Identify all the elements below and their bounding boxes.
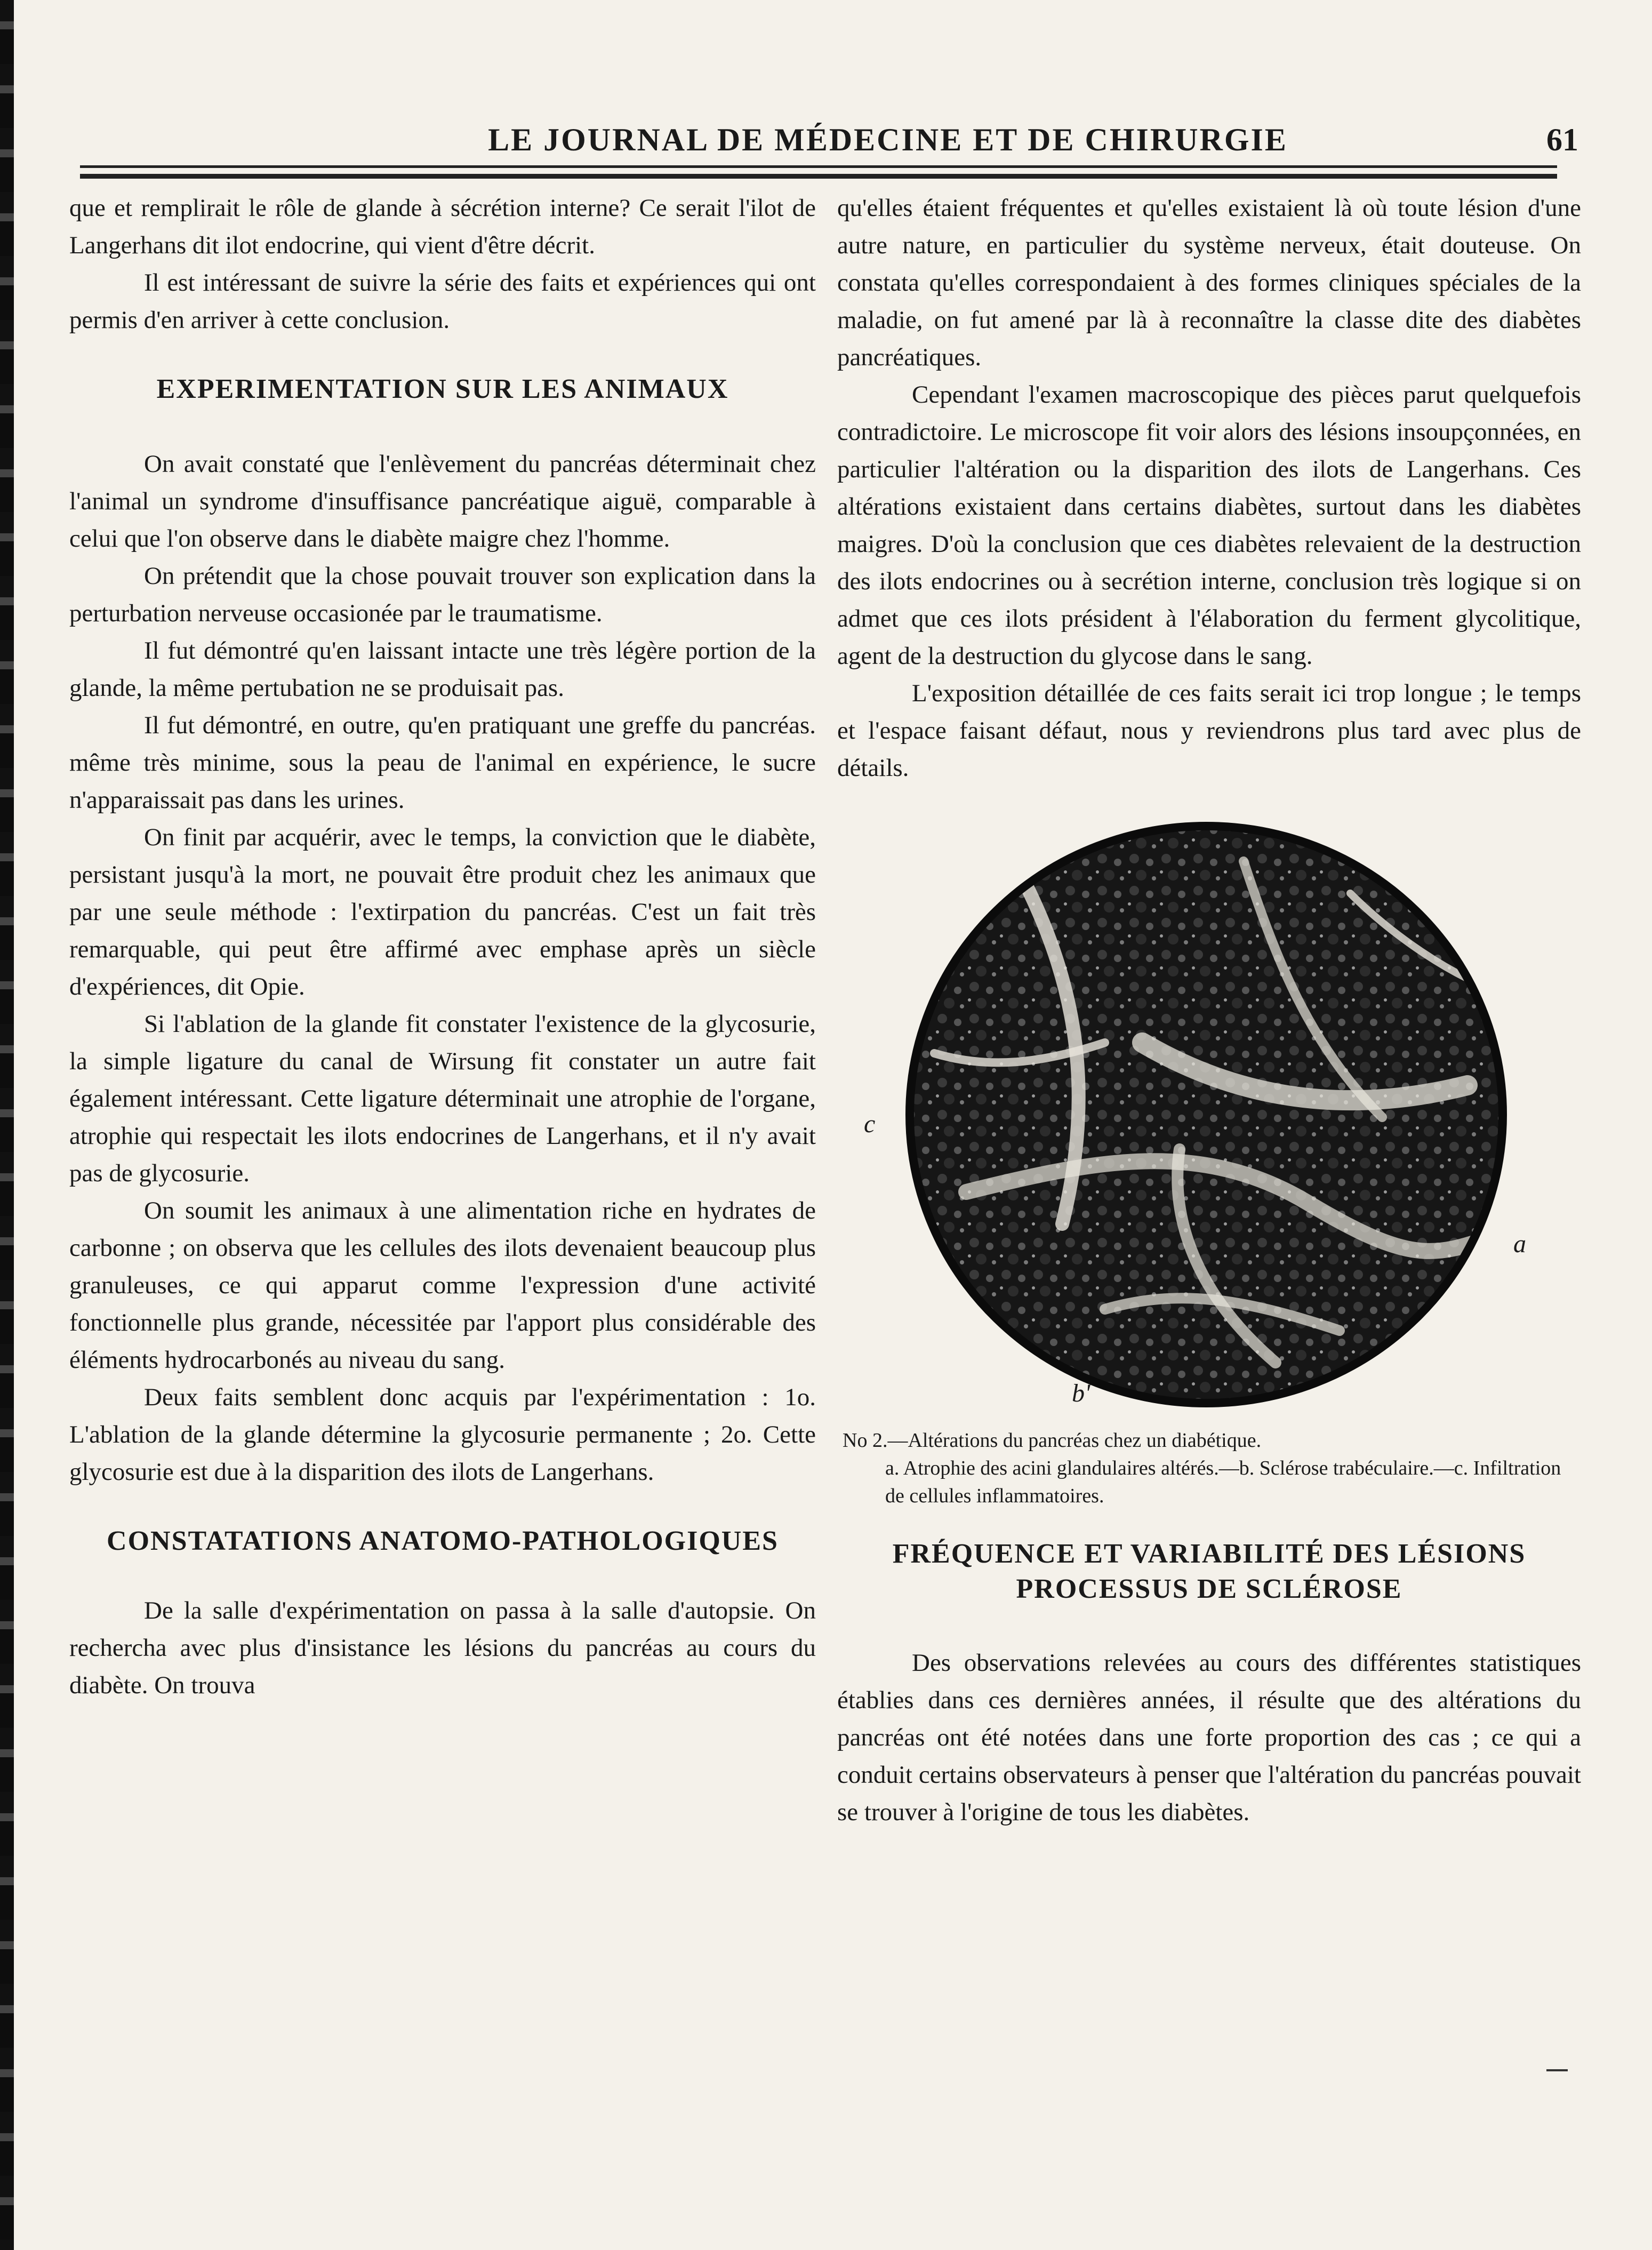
left-paragraph-10: Deux faits semblent donc acquis par l'expérimentation : 1o. L'ablation de la glande détermine la glycosurie permanente ; 2o. Cette glycosurie est due à la disparition des ilots de Langerhans. [69,1383,816,1486]
journal-title: LE JOURNAL DE MÉDECINE ET DE CHIRURGIE [488,122,1288,157]
left-paragraph-1: que et remplirait le rôle de glande à sécrétion interne? Ce serait l'ilot de Langerhans dit ilot endocrine, qui vient d'être décrit. [69,194,816,259]
right-paragraph-2: Cependant l'examen macroscopique des pièces parut quelquefois contradictoire. Le microscope fit voir alors des lésions insoupçonnées, en particulier l'altération ou la disparition des ilots de Langerhans. Ces altérations existaient dans certains diabètes, surtout dans les diabètes maigres. D'où la conclusion que ces diabètes relevaient de la destruction des ilots endocrines ou à secrétion interne, conclusion très logique si on admet que ces ilots président à l'élaboration du ferment glycolitique, agent de la destruction du glycose dans le sang. [837,381,1581,670]
left-paragraph-9: On soumit les animaux à une alimentation riche en hydrates de carbonne ; on observa que les cellules des ilots devenaient beaucoup plus granuleuses, ce qui apparut comme l'expression d'une activité fonctionnelle plus grande, nécessitée par l'apport plus considérable des éléments hydrocarbonés au niveau du sang. [69,1197,816,1374]
right-paragraph-3: L'exposition détaillée de ces faits serait ici trop longue ; le temps et l'espace faisant défaut, nous y reviendrons plus tard avec plus de détails. [837,679,1581,782]
section-heading-experimentation: EXPERIMENTATION SUR LES ANIMAUX [156,374,729,404]
left-paragraph-3: On avait constaté que l'enlèvement du pancréas déterminait chez l'animal un syndrome d'insuffisance pancréatique aiguë, comparable à celui que l'on observe dans le diabète maigre chez l'homme. [69,450,816,553]
right-paragraph-4: Des observations relevées au cours des différentes statistiques établies dans ces dernières années, il résulte que des altérations du pancréas ont été notées dans une forte proportion des cas ; ce qui a conduit certains observateurs à penser que l'altération du pancréas pouvait se trouver à l'origine de tous les diabètes. [837,1649,1581,1826]
left-paragraph-7: On finit par acquérir, avec le temps, la conviction que le diabète, persistant jusqu'à la mort, ne pouvait être produit chez les animaux que par une seule méthode : l'extirpation du pancréas. C'est un fait très remarquable, qui peut être affirmé avec emphase après un siècle d'expériences, dit Opie. [69,823,816,1000]
figure-caption-lead: No 2.—Altérations du pancréas chez un diabétique. [843,1429,1262,1452]
header-rule-thin [80,165,1557,168]
section-heading-constatations: CONSTATATIONS ANATOMO-PATHOLOGIQUES [107,1526,779,1556]
page-number: 61 [1546,122,1578,157]
right-paragraph-1: qu'elles étaient fréquentes et qu'elles existaient là où toute lésion d'une autre nature, en particulier du système nerveux, était douteuse. On constata qu'elles correspondaient à des formes cliniques spéciales de la maladie, on fut amené par là à reconnaître la classe dite des diabètes pancréatiques. [837,194,1581,371]
left-paragraph-5: Il fut démontré qu'en laissant intacte une très légère portion de la glande, la même pertubation ne se produisait pas. [69,637,816,702]
header-rule-thick [80,174,1557,179]
figure-caption-body: a. Atrophie des acini glandulaires altérés.—b. Sclérose trabéculaire.—c. Infiltration de cellules inflammatoires. [885,1457,1561,1507]
left-column [69,189,816,1704]
figure-caption [837,1427,1581,1510]
figure-label-b: b' [1072,1379,1090,1407]
left-paragraph-11: De la salle d'expérimentation on passa à la salle d'autopsie. On rechercha avec plus d'insistance les lésions du pancréas au cours du diabète. On trouva [69,1597,816,1699]
page-footer-mark [1546,2069,1568,2071]
running-header [85,122,1578,164]
figure-label-c: c [864,1110,876,1138]
scan-edge-shadow [0,0,14,2250]
pancreas-micrograph-image [902,819,1510,1411]
right-column [837,189,1581,1831]
section-heading-frequence: FRÉQUENCE ET VARIABILITÉ DES LÉSIONS [892,1539,1526,1569]
left-paragraph-2: Il est intéressant de suivre la série des faits et expériences qui ont permis d'en arriver à cette conclusion. [69,269,816,334]
left-paragraph-6: Il fut démontré, en outre, qu'en pratiquant une greffe du pancréas. même très minime, sous la peau de l'animal en expérience, le sucre n'apparaissait pas dans les urines. [69,711,816,814]
figure-label-a: a [1513,1230,1526,1258]
micrograph-figure [837,819,1581,1421]
section-heading-sclerose: PROCESSUS DE SCLÉROSE [1016,1574,1402,1604]
left-paragraph-4: On prétendit que la chose pouvait trouver son explication dans la perturbation nerveuse occasionée par le traumatisme. [69,562,816,627]
left-paragraph-8: Si l'ablation de la glande fit constater l'existence de la glycosurie, la simple ligature du canal de Wirsung fit constater un autre fait également intéressant. Cette ligature déterminait une atrophie de l'organe, atrophie qui respectait les ilots endocrines de Langerhans, et il n'y avait pas de glycosurie. [69,1010,816,1187]
